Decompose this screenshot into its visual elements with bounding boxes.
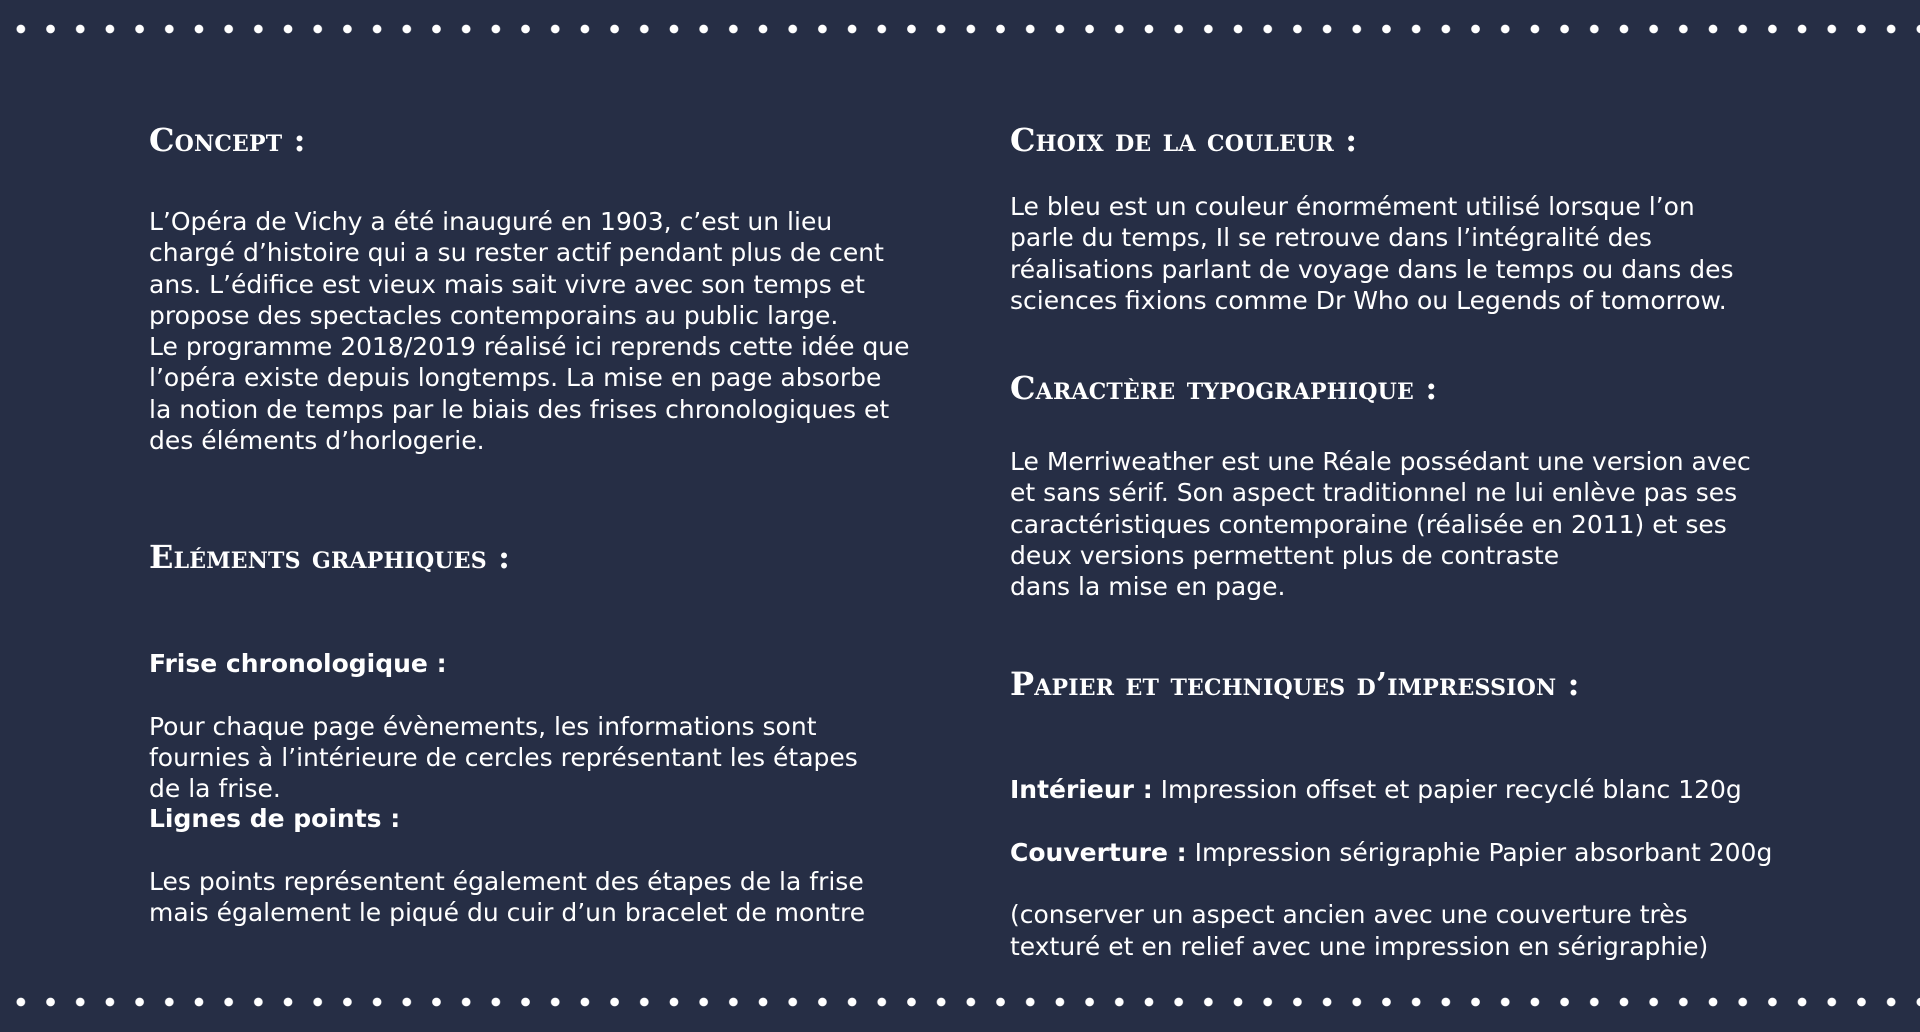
concept-text: L’Opéra de Vichy a été inauguré en 1903, c’est un lieu chargé d’histoire qui a su rester actif pendant plus de cent ans. L’édifice est vieux mais sait vivre avec son temps et propose des spectacles contemporains au public large. Le programme 2018/2019 réalisé ici reprends cette idée que l’opéra existe depuis longtemps. La mise en page absorbe la notion de temps par le biais des frises chronologiques et des éléments d’horlogerie. [149,207,910,456]
couleur-heading: Choix de la couleur : [1010,121,1358,159]
interieur-label: Intérieur : [1010,775,1153,805]
interieur-line [1010,774,1772,805]
lignes-title: Lignes de points : [149,804,401,834]
couverture-line [1010,837,1772,868]
concept-heading: Concept : [149,121,306,159]
typographie-heading: Caractère typographique : [1010,369,1438,407]
papier-section [1010,743,1772,962]
papier-heading: Papier et techniques d’impression : [1010,665,1580,703]
couleur-text: Le bleu est un couleur énormément utilisé lorsque l’on parle du temps, Il se retrouve dans l’intégralité des réalisations parlant de voyage dans le temps ou dans des sciences fixions comme Dr Who ou Legends of tomorrow. [1010,192,1734,315]
papier-note: (conserver un aspect ancien avec une couverture très texturé et en relief avec une impression en sérigraphie) [1010,900,1709,961]
couverture-text: Impression sérigraphie Papier absorbant 200g [1186,837,1773,867]
frise-title: Frise chronologique : [149,649,447,679]
dotted-line-top [0,24,1920,34]
lignes-section [149,772,865,928]
dotted-line-bottom [0,997,1920,1007]
elements-graphiques-heading: Eléments graphiques : [149,538,511,576]
typographie-text: Le Merriweather est une Réale possédant une version avec et sans sérif. Son aspect traditionnel ne lui enlève pas ses caractéristiques contemporaine (réalisée en 2011) et ses deux versions permettent plus de contraste dans la mise en page. [1010,447,1751,602]
lignes-text: Les points représentent également des étapes de la frise mais également le piqué du cuir d’un bracelet de montre [149,866,866,928]
frise-text: Pour chaque page évènements, les informations sont fournies à l’intérieure de cercles représentant les étapes de la frise. [149,711,858,804]
interieur-text: Impression offset et papier recyclé blanc 120g [1152,775,1742,805]
couverture-label: Couverture : [1010,837,1187,867]
